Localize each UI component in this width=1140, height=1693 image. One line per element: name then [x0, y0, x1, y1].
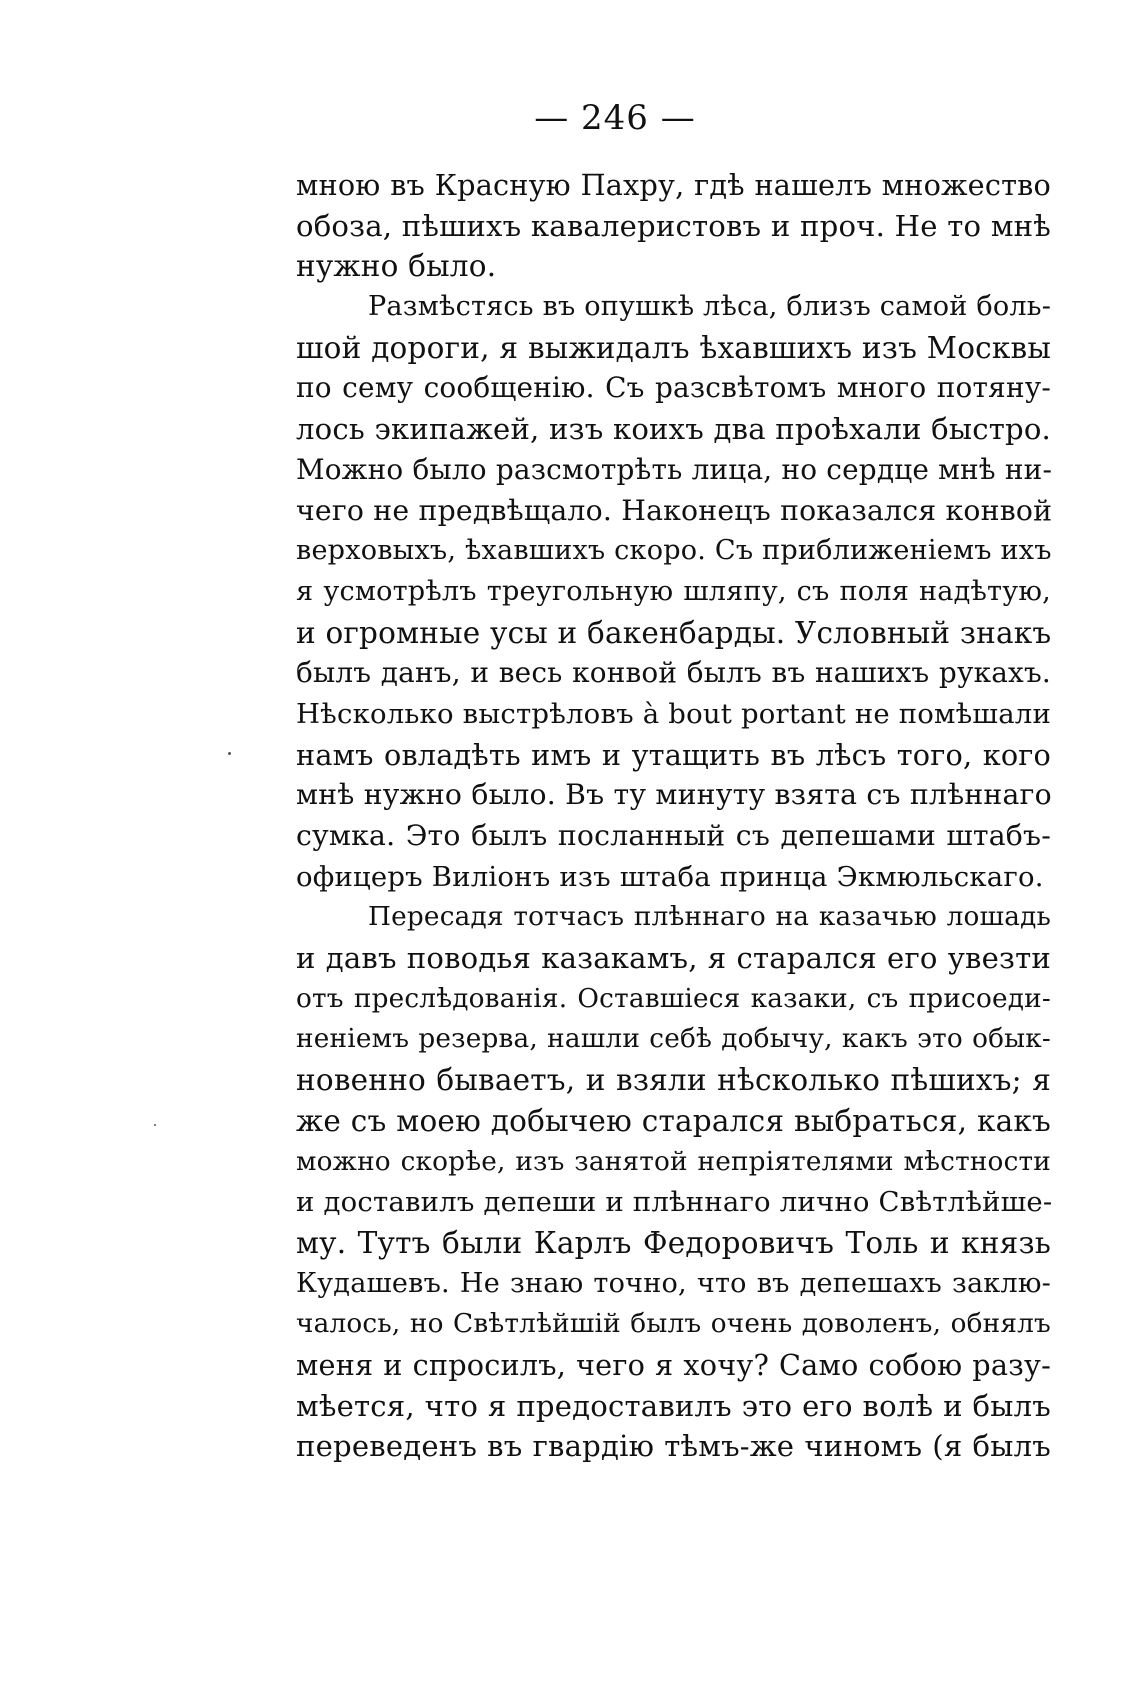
text-line: мѣется, что я предоставилъ это его волѣ и былъ — [296, 1388, 1051, 1423]
text-line: отъ преслѣдованія. Оставшіеся казаки, съ присоеди- — [296, 983, 1051, 1014]
text-line: верховыхъ, ѣхавшихъ скоро. Съ приближеніемъ ихъ — [296, 535, 1052, 567]
text-line: мною въ Красную Пахру, гдѣ нашелъ множество — [296, 168, 1051, 202]
scan-speck — [228, 752, 231, 755]
text-line: былъ данъ, и весь конвой былъ въ нашихъ рукахъ. — [296, 656, 1051, 690]
body-text — [296, 165, 1051, 1467]
text-line: шой дороги, я выжидалъ ѣхавшихъ изъ Москвы — [296, 330, 1051, 365]
text-line: и давъ поводья казакамъ, я старался его увезти — [296, 941, 1051, 976]
text-line: лось экипажей, изъ коихъ два проѣхали быстро. — [296, 412, 1051, 447]
text-line: нужно было. — [296, 249, 497, 284]
text-line: же съ моею добычею старался выбраться, какъ — [296, 1103, 1051, 1138]
text-line: новенно бываетъ, и взяли нѣсколько пѣшихъ; я — [296, 1063, 1051, 1098]
text-line: я усмотрѣлъ треугольную шляпу, съ поля надѣтую, — [296, 575, 1051, 607]
text-line: чего не предвѣщало. Наконецъ показался конвой — [296, 493, 1053, 527]
text-line: и доставилъ депеши и плѣннаго лично Свѣтлѣйше- — [296, 1186, 1053, 1219]
text-line: Кудашевъ. Не знаю точно, что въ депешахъ заклю- — [296, 1267, 1051, 1299]
text-line: переведенъ въ гвардію тѣмъ-же чиномъ (я былъ — [296, 1429, 1051, 1464]
text-line: му. Тутъ были Карлъ Федоровичъ Толь и князь — [296, 1225, 1051, 1260]
scan-speck — [154, 1124, 156, 1126]
page-number: — 246 — — [534, 98, 696, 138]
paragraph-first-line: Размѣстясь въ опушкѣ лѣса, близъ самой боль- — [368, 291, 1052, 323]
text-line: и огромные усы и бакенбарды. Условный знакъ — [296, 615, 1052, 650]
paragraph-first-line: Пересадя тотчасъ плѣннаго на казачью лошадь — [368, 902, 1051, 933]
text-line: сумка. Это былъ посланный съ депешами штабъ- — [296, 819, 1051, 852]
text-line: чалось, но Свѣтлѣйшій былъ очень доволенъ, обнялъ — [296, 1309, 1051, 1340]
text-line: Можно было разсмотрѣть лица, но сердце мнѣ ни- — [296, 452, 1053, 486]
text-line: Нѣсколько выстрѣловъ à bout portant не помѣшали — [296, 697, 1051, 730]
text-line: меня и спросилъ, чего я хочу? Само собою разу- — [296, 1347, 1051, 1382]
text-line: мнѣ нужно было. Въ ту минуту взята съ плѣннаго — [296, 778, 1052, 812]
text-line: можно скорѣе, изъ занятой непріятелями мѣстности — [296, 1146, 1051, 1177]
text-line: неніемъ резерва, нашли себѣ добычу, какъ это обык- — [296, 1024, 1051, 1055]
text-line: намъ овладѣть имъ и утащить въ лѣсъ того, кого — [296, 737, 1051, 772]
text-line: обоза, пѣшихъ кавалеристовъ и проч. Не то мнѣ — [296, 208, 1051, 243]
text-line: по сему сообщенію. Съ разсвѣтомъ много потяну- — [296, 371, 1051, 405]
text-line: офицеръ Виліонъ изъ штаба принца Экмюльскаго. — [296, 860, 1044, 893]
